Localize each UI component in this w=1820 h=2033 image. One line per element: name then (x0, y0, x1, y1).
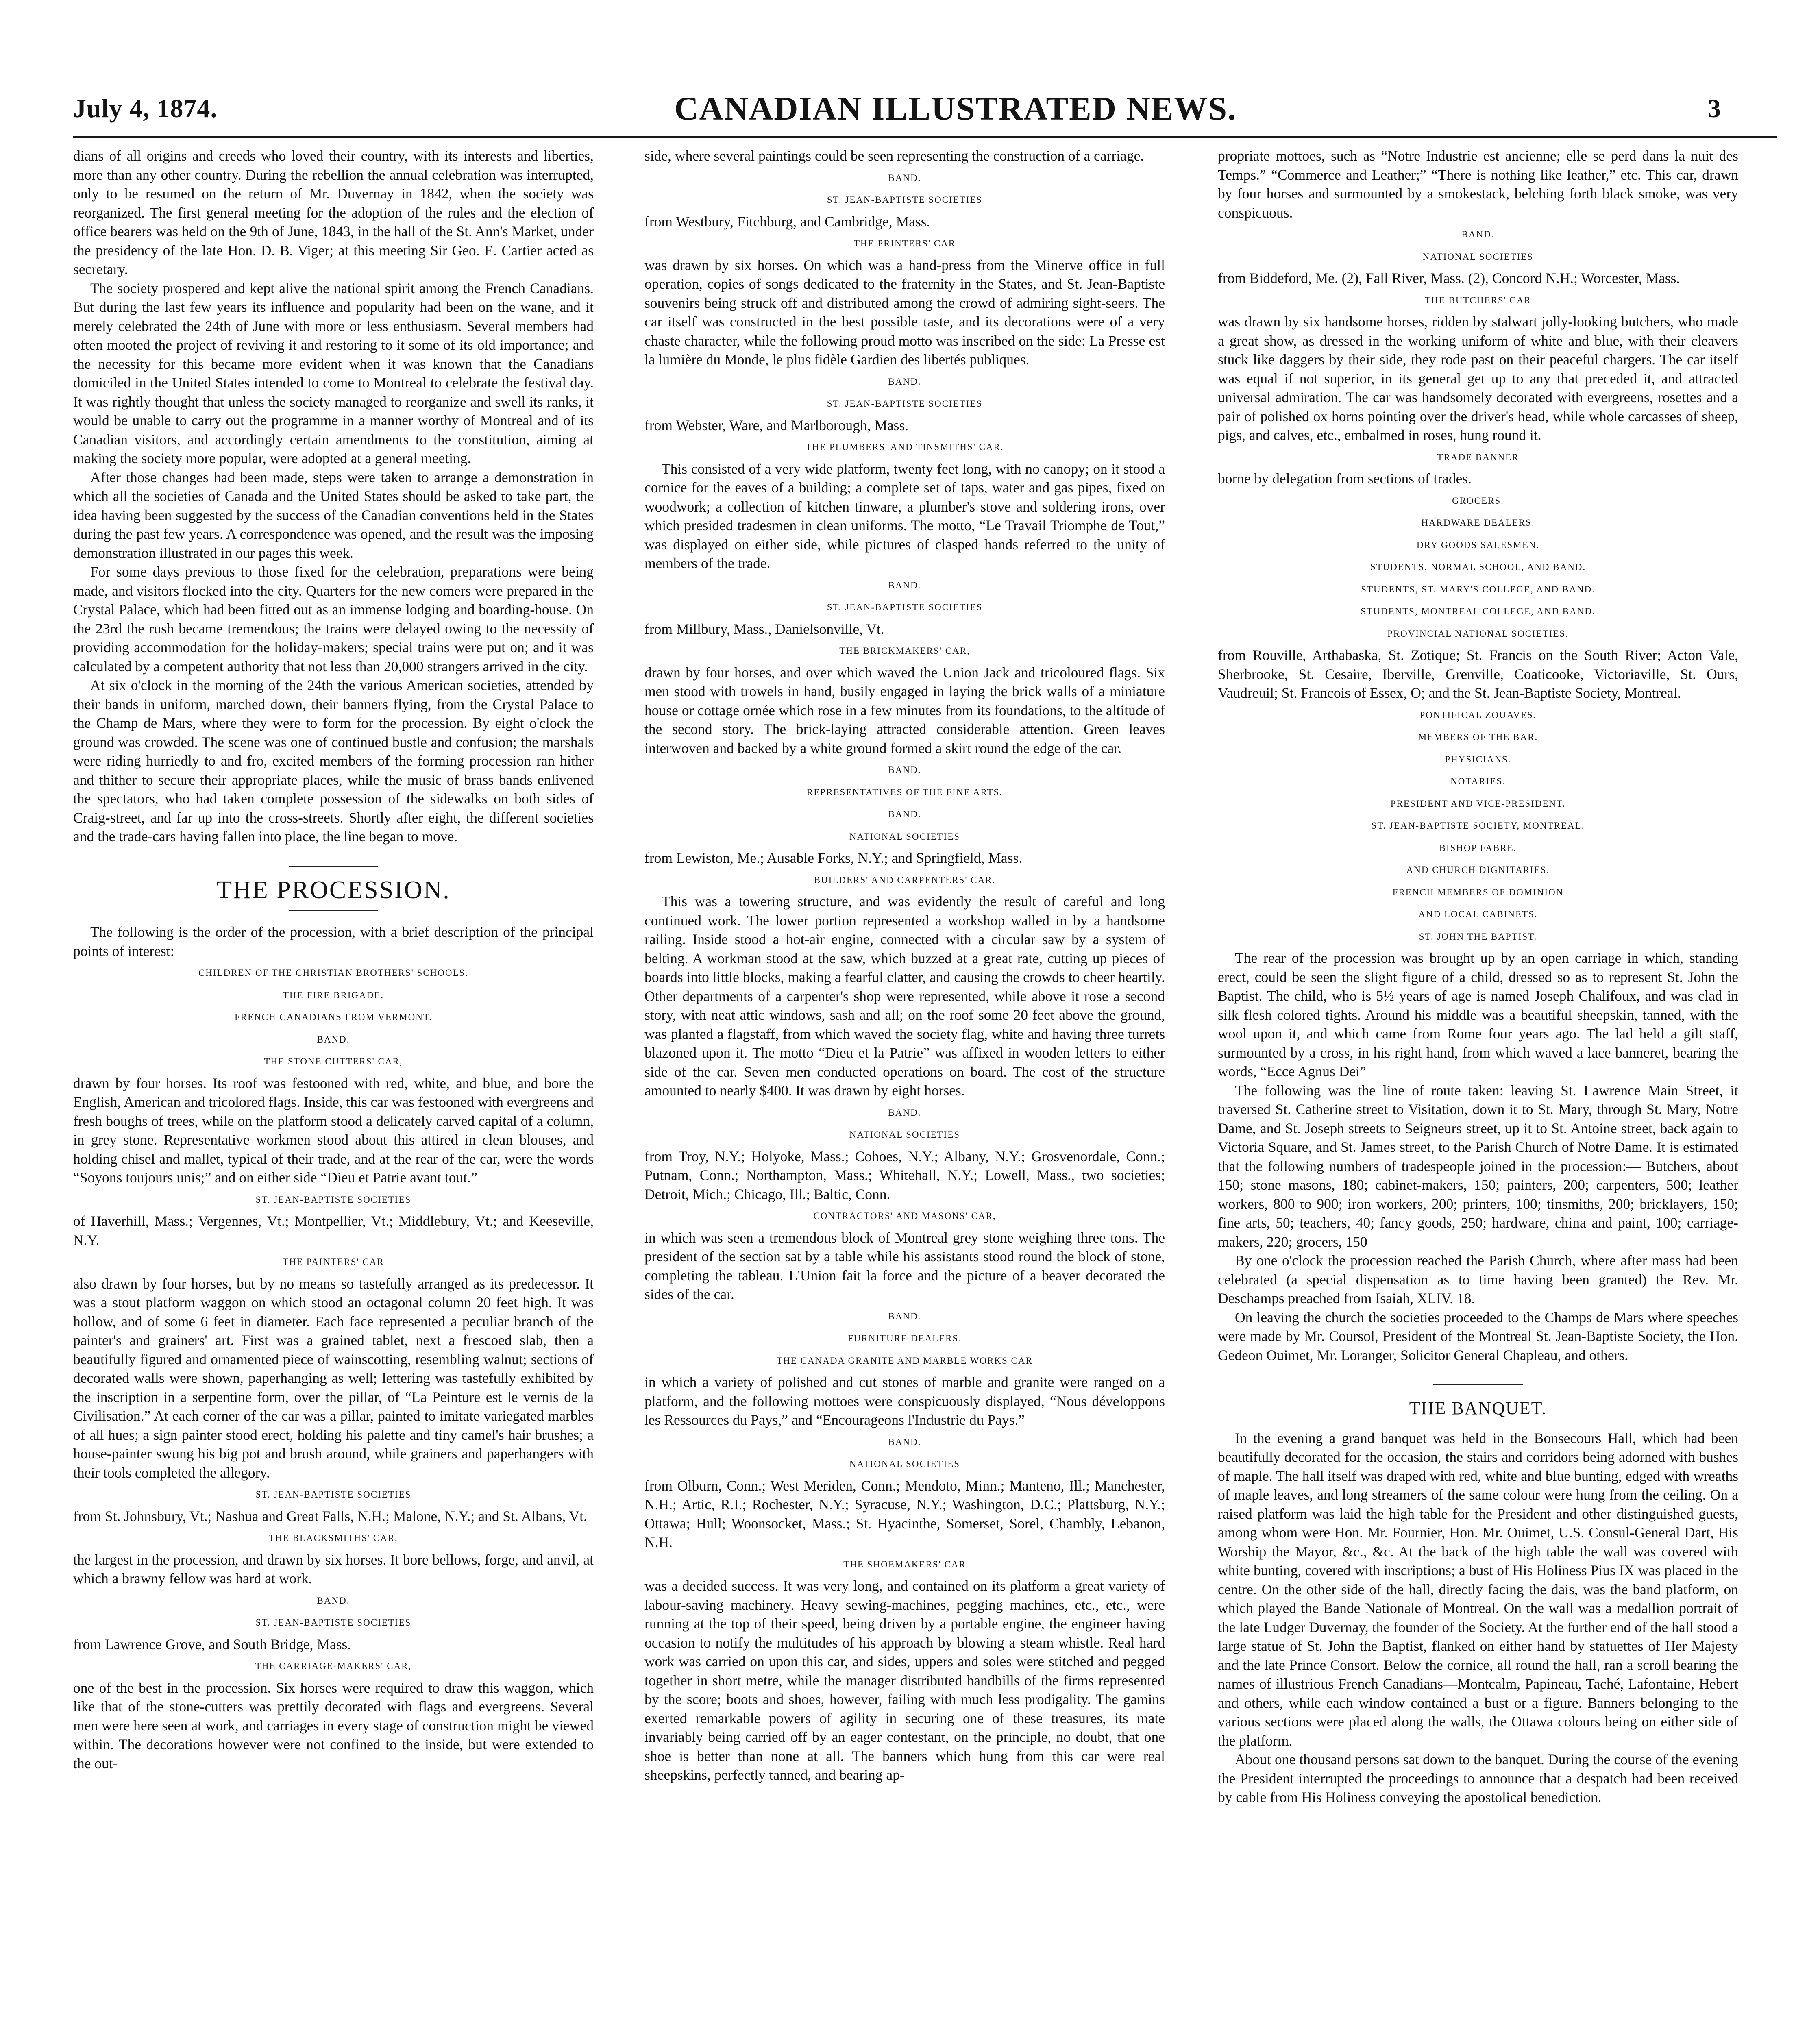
procession-heading: DRY GOODS SALESMEN. (1416, 540, 1540, 550)
procession-heading: BAND. (888, 376, 921, 387)
procession-heading: BAND. (888, 172, 921, 183)
procession-heading: THE PLUMBERS' AND TINSMITHS' CAR. (806, 442, 1004, 452)
procession-heading: ST. JEAN-BAPTISTE SOCIETIES (255, 1489, 411, 1500)
paragraph: from Lewiston, Me.; Ausable Forks, N.Y.; and Springfield, Mass. (644, 850, 1023, 866)
paragraph: from Rouville, Arthabaska, St. Zotique; St. Francis on the South River; Acton Vale, Sherbrooke, St. Cesaire, Iberville, Grenville, Coaticooke, Victoriaville, St. Ours, Vaudreuil; St. Francois of Essex, O; and the St. Jean-Baptiste Society, Montreal. (1218, 647, 1738, 701)
procession-heading: NATIONAL SOCIETIES (849, 1130, 960, 1140)
paragraph: from Biddeford, Me. (2), Fall River, Mass. (2), Concord N.H.; Worcester, Mass. (1218, 270, 1680, 286)
procession-heading: GROCERS. (1452, 495, 1504, 506)
procession-heading: BAND. (317, 1595, 350, 1606)
paragraph: from Webster, Ware, and Marlborough, Mass. (644, 417, 909, 433)
procession-heading: BAND. (888, 809, 921, 819)
procession-heading: TRADE BANNER (1437, 452, 1519, 462)
procession-heading: THE BLACKSMITHS' CAR, (269, 1533, 398, 1543)
procession-heading: NATIONAL SOCIETIES (1422, 251, 1534, 262)
procession-heading: AND LOCAL CABINETS. (1418, 909, 1538, 919)
procession-heading: FURNITURE DEALERS. (847, 1333, 962, 1343)
procession-heading: THE CANADA GRANITE AND MARBLE WORKS CAR (777, 1355, 1033, 1366)
paragraph: The following was the line of route taken: leaving St. Lawrence Main Street, it traversed St. Catherine street to Visitation, down it to St. Mary, through St. Mary, Notre Dame, and St. Joseph streets to Seigneurs street, up it to St. Antoine street, back again to Victoria Square, and St. James street, to the Parish Church of Notre Dame. It is estimated that the following numbers of tradespeople joined in the procession:— Butchers, about 150; stone masons, 180; cabinet-makers, 150; painters, 200; carpenters, 500; leather workers, 800 to 900; iron workers, 200; printers, 100; tinsmiths, 200; bricklayers, 150; fine arts, 50; teachers, 40; fancy goods, 250; hardware, china and paint, 100; carriage-makers, 220; grocers, 150 (1218, 1082, 1738, 1250)
paragraph: from Lawrence Grove, and South Bridge, Mass. (73, 1636, 351, 1652)
procession-heading: NATIONAL SOCIETIES (849, 831, 960, 842)
procession-heading: STUDENTS, NORMAL SCHOOL, AND BAND. (1370, 562, 1586, 572)
procession-heading: ST. JEAN-BAPTISTE SOCIETY, MONTREAL. (1371, 821, 1585, 831)
column-1 (73, 146, 594, 1773)
procession-heading: ST. JEAN-BAPTISTE SOCIETIES (827, 602, 983, 612)
procession-heading: ST. JEAN-BAPTISTE SOCIETIES (255, 1194, 411, 1205)
paragraph: By one o'clock the procession reached the Parish Church, where after mass had been celebrated (a special dispensation as to time having been granted) the Rev. Mr. Deschamps preached from Isaiah, XLIV. 18. (1218, 1252, 1738, 1306)
paragraph: About one thousand persons sat down to the banquet. During the course of the evening the President interrupted the proceedings to announce that a despatch had been received by cable from His Holiness conveying the apostolical benediction. (1218, 1751, 1738, 1805)
procession-heading: BAND. (888, 1437, 921, 1447)
column-2 (644, 146, 1165, 1785)
procession-heading: THE BUTCHERS' CAR (1425, 295, 1531, 305)
procession-heading: THE SHOEMAKERS' CAR (843, 1559, 966, 1569)
procession-heading: BAND. (317, 1034, 350, 1045)
paragraph: The rear of the procession was brought up by an open carriage in which, standing erect, could be seen the slight figure of a child, dressed so as to represent St. John the Baptist. The child, who is 5½ years of age is named Joseph Chalifoux, and was clad in silk flesh colored tights. Around his middle was a beautiful sheepskin, tanned, with the wool upon it, and which came from Rome four years ago. The lad held a gilt staff, surmounted by a cross, in his right hand, from which waved a lace banneret, bearing the words, “Ecce Agnus Dei” (1218, 950, 1738, 1080)
procession-heading: THE BRICKMAKERS' CAR, (839, 646, 970, 656)
procession-heading: ST. JOHN THE BAPTIST. (1419, 931, 1537, 942)
procession-heading: BAND. (888, 1107, 921, 1118)
procession-heading: BUILDERS' AND CARPENTERS' CAR. (814, 875, 996, 885)
procession-heading: THE FIRE BRIGADE. (283, 990, 384, 1000)
paragraph: After those changes had been made, steps were taken to arrange a demonstration in which all the societies of Canada and the United States should be asked to take part, the idea having been suggested by the success of the Canadian conventions held in the States during the past few years. A correspondence was opened, and the result was the imposing demonstration illustrated in our pages this week. (73, 469, 594, 561)
procession-heading: STUDENTS, MONTREAL COLLEGE, AND BAND. (1361, 606, 1596, 616)
paragraph: one of the best in the procession. Six horses were required to draw this waggon, which like that of the stone-cutters was prettily decorated with flags and evergreens. Several men were here seen at work, and carriages in every stage of construction might be viewed within. The decorations however were not confined to the inside, but were extended to the out- (73, 1679, 594, 1772)
paragraph: the largest in the procession, and drawn by six horses. It bore bellows, forge, and anvil, at which a brawny fellow was hard at work. (73, 1551, 594, 1587)
procession-heading: PRESIDENT AND VICE-PRESIDENT. (1390, 798, 1566, 809)
procession-heading: BAND. (888, 1311, 921, 1321)
paragraph: The following is the order of the procession, with a brief description of the principal points of interest: (73, 924, 594, 959)
procession-heading: BISHOP FABRE, (1439, 842, 1517, 853)
procession-heading: REPRESENTATIVES OF THE FINE ARTS. (806, 787, 1003, 797)
paragraph: drawn by four horses. Its roof was festooned with red, white, and blue, and bore the English, American and tricolored flags. Inside, this car was festooned with evergreens and fresh boughs of trees, while on the platform stood a delicately carved capital of a column, in grey stone. Representative workmen stood about this attired in clean blouses, and holding chisel and mallet, typical of their trade, and at the rear of the car, were the words “Soyons toujours unis;” and on either side “Dieu et Patrie avant tout.” (73, 1075, 594, 1186)
paragraph: side, where several paintings could be seen representing the construction of a carriage. (644, 148, 1144, 164)
paragraph: drawn by four horses, and over which waved the Union Jack and tricoloured flags. Six men stood with trowels in hand, busily engaged in laying the brick walls of a miniature house or cottage ornée which rose in a few minutes from its foundations, to the altitude of the second story. The brick-laying attracted considerable attention. Green leaves interwoven and backed by a white ground formed a skirt round the edge of the car. (644, 664, 1165, 756)
procession-heading: THE PAINTERS' CAR (283, 1257, 384, 1267)
section-rule (1433, 1384, 1523, 1385)
paragraph: was drawn by six horses. On which was a hand-press from the Minerve office in full operation, copies of songs dedicated to the fraternity in the States, and St. Jean-Baptiste souvenirs being struck off and distributed among the crowd of admiring sight-seers. The car itself was constructed in the best possible taste, and its decorations were of a very chaste character, while the following proud motto was inscribed on the side: La Presse est la lumière du Monde, le plus fidèle Gardien des libertés publiques. (644, 257, 1165, 368)
paragraph: On leaving the church the societies proceeded to the Champs de Mars where speeches were made by Mr. Coursol, President of the Montreal St. Jean-Baptiste Society, the Hon. Gedeon Ouimet, Mr. Loranger, Solicitor General Chapleau, and others. (1218, 1309, 1738, 1363)
paragraph: of Haverhill, Mass.; Vergennes, Vt.; Montpellier, Vt.; Middlebury, Vt.; and Keeseville, N.Y. (73, 1213, 594, 1248)
procession-heading: FRENCH MEMBERS OF DOMINION (1392, 887, 1564, 897)
paragraph: from Olburn, Conn.; West Meriden, Conn.; Mendoto, Minn.; Manteno, Ill.; Manchester, N.H.; Artic, R.I.; Rochester, N.Y.; Syracuse, N.Y.; Washington, D.C.; Plattsburg, N.Y.; Ottawa; Hull; Woonsocket, Mass.; St. Hyacinthe, Somerset, Sorel, Chambly, Lebanon, N.H. (644, 1477, 1165, 1550)
paragraph: from Troy, N.Y.; Holyoke, Mass.; Cohoes, N.Y.; Albany, N.Y.; Grosvenordale, Conn.; Putnam, Conn.; Northampton, Mass.; Whitehall, N.Y.; Lowell, Mass., two societies; Detroit, Mich.; Chicago, Ill.; Baltic, Conn. (644, 1148, 1165, 1202)
paragraph: also drawn by four horses, but by no means so tastefully arranged as its predecessor. It was a stout platform waggon on which stood an octagonal column 20 feet high. It was hollow, and of some 6 feet in diameter. Each face represented a peculiar branch of the painter's and grainers' art. First was a grained tablet, next a frescoed slab, then a beautifully figured and ornamented piece of wainscotting, resembling walnut; sections of decorated walls were shown, paperhanging as well; lettering was tastefully exhibited by the inscription in a serpentine form, over the pillar, of “La Peinture est le vernis de la Civilisation.” At each corner of the car was a pillar, painted to imitate variegated marbles of all hues; a sign painter stood erect, holding his palette and tiny camel's hair brushes; a house-painter swung his big pot and brush around, while grainers and paperhangers with their tools completed the allegory. (73, 1275, 594, 1481)
procession-heading: CONTRACTORS' AND MASONS' CAR, (813, 1211, 996, 1221)
procession-heading: NATIONAL SOCIETIES (849, 1459, 960, 1469)
procession-heading: ST. JEAN-BAPTISTE SOCIETIES (827, 398, 983, 409)
paragraph: in which a variety of polished and cut stones of marble and granite were ranged on a platform, and the following mottoes were conspicuously displayed, “Nous développons les Ressources du Pays,” and “Encourageons l'Industrie du Pays.” (644, 1374, 1165, 1428)
paragraph: from Westbury, Fitchburg, and Cambridge, Mass. (644, 213, 930, 230)
procession-heading: STUDENTS, ST. MARY'S COLLEGE, AND BAND. (1361, 584, 1595, 594)
procession-heading: PONTIFICAL ZOUAVES. (1419, 710, 1537, 720)
paragraph: from St. Johnsbury, Vt.; Nashua and Great Falls, N.H.; Malone, N.Y.; and St. Albans, Vt. (73, 1508, 587, 1524)
section-rule (289, 910, 378, 911)
procession-heading: FRENCH CANADIANS FROM VERMONT. (235, 1012, 432, 1022)
page-number: 3 (1708, 94, 1721, 123)
procession-heading: HARDWARE DEALERS. (1421, 518, 1535, 528)
section-rule (289, 866, 378, 867)
paragraph: borne by delegation from sections of trades. (1218, 470, 1472, 487)
paragraph: dians of all origins and creeds who loved their country, with its interests and liberties, more than any other country. During the rebellion the annual celebration was interrupted, only to be resumed on the return of Mr. Duvernay in 1842, when the society was reorganized. The first general meeting for the adoption of the rules and the election of office bearers was held on the 9th of June, 1843, in the hall of the St. Ann's Market, under the presidency of the late Hon. D. B. Viger; at this meeting Sir Geo. E. Cartier acted as secretary. (73, 148, 594, 277)
issue-date: July 4, 1874. (73, 94, 218, 123)
procession-heading: NOTARIES. (1450, 776, 1506, 786)
paragraph: in which was seen a tremendous block of Montreal grey stone weighing three tons. The president of the section sat by a table while his assistants stood round the block of stone, completing the tableau. L'Union fait la force and the picture of a beaver decorated the sides of the car. (644, 1229, 1165, 1302)
paragraph: propriate mottoes, such as “Notre Industrie est ancienne; elle se perd dans la nuit des Temps.” “Commerce and Leather;” “There is nothing like leather,” etc. This car, drawn by four horses and surmounted by a smokestack, belching forth black smoke, was very conspicuous. (1218, 148, 1738, 221)
header-rule (73, 136, 1777, 138)
procession-heading: PROVINCIAL NATIONAL SOCIETIES, (1387, 628, 1569, 639)
procession-heading: PHYSICIANS. (1445, 754, 1511, 764)
procession-heading: THE STONE CUTTERS' CAR, (264, 1056, 403, 1067)
paragraph: In the evening a grand banquet was held in the Bonsecours Hall, which had been beautifully decorated for the occasion, the stairs and corridors being adorned with bushes of maple. The hall itself was draped with red, white and blue bunting, edged with wreaths of maple leaves, and long streamers of the same colour were hung from the ceiling. On a raised platform was laid the high table for the President and other distinguished guests, among whom were Hon. Mr. Fournier, Hon. Mr. Ouimet, U.S. Consul-General Dart, His Worship the Mayor, &c., &c. At the back of the high table the wall was covered with white bunting, covered with inscriptions; a bust of His Holiness Pius IX was placed in the centre. On the other side of the hall, directly facing the dais, was the band platform, on which played the Bande Nationale of Montreal. On the wall was a medallion portrait of the late Ludger Duvernay, the founder of the Society. At the further end of the hall stood a large statue of St. John the Baptist, flanked on either hand by statuettes of Her Majesty and the late Prince Consort. Below the cornice, all round the hall, ran a scroll bearing the names of illustrious French Canadians—Montcalm, Papineau, Taché, Lafontaine, Hebert and others, while each window contained a bust or a figure. Banners belonging to the various sections were placed along the walls, the Ottawa colours being on either side of the platform. (1218, 1430, 1738, 1749)
procession-heading: AND CHURCH DIGNITARIES. (1406, 865, 1550, 875)
procession-heading: BAND. (888, 765, 921, 775)
paragraph: was a decided success. It was very long, and contained on its platform a great variety of labour-saving machinery. Heavy sewing-machines, pegging machines, etc., etc., were running at the top of their speed, being driven by a portable engine, the engineer having occasion to notify the multitudes of his approach by blowing a steam whistle. Real hard work was carried on upon this car, and sides, uppers and soles were stitched and pegged together in short metre, while the manager distributed handbills of the firms represented by the score; boots and shoes, however, failing with much less prodigality. The gamins exerted remarkable powers of agility in securing one of these treasures, its mate invariably being carried off by an eager contestant, on the principle, no doubt, that one shoe is better than none at all. The banners which hung from this car were real sheepskins, perfectly tanned, and bearing ap- (644, 1578, 1165, 1783)
procession-heading: MEMBERS OF THE BAR. (1418, 732, 1538, 742)
paragraph: from Millbury, Mass., Danielsonville, Vt. (644, 620, 884, 637)
procession-heading: THE PRINTERS' CAR (853, 238, 956, 248)
paragraph: The society prospered and kept alive the national spirit among the French Canadians. But during the last few years its influence and popularity had been on the wane, and it merely celebrated the 24th of June with more or less enthusiasm. Several members had often mooted the project of reviving it and restoring to it some of its old importance; and the necessity for this became more evident when it was known that the Canadians domiciled in the United States intended to come to Montreal to celebrate the festival day. It was rightly thought that unless the society managed to reorganize and swell its ranks, it would be unable to carry out the programme in a manner worthy of Montreal and of its Canadian visitors, and accordingly certain amendments to the constitution, aiming at making the society more popular, were adopted at a general meeting. (73, 280, 594, 466)
paragraph: This was a towering structure, and was evidently the result of careful and long continued work. The lower portion represented a workshop walled in by a handsome railing. Inside stood a hot-air engine, connected with a circular saw by a system of belting. A workman stood at the saw, which buzzed at a great rate, cutting up pieces of boards into little blocks, making a fearful clatter, and causing the crowds to cheer heartily. Other departments of a carpenter's shop were represented, while above it rose a second story, with neat attic windows, sash and all; on the roof some 20 feet above the ground, was planted a flagstaff, from which waved the society flag, white and having three turrets blazoned upon it. The motto “Dieu et la Patrie” was affixed in wooden letters to either side of the car. Seven men conducted operations on board. The cost of the structure amounted to nearly $400. It was drawn by eight horses. (644, 893, 1165, 1099)
procession-heading: BAND. (1461, 229, 1495, 239)
procession-heading: ST. JEAN-BAPTISTE SOCIETIES (255, 1617, 411, 1628)
paragraph: This consisted of a very wide platform, twenty feet long, with no canopy; on it stood a cornice for the eaves of a building; a complete set of taps, water and gas pipes, fixed on woodwork; a collection of kitchen tinware, a plumber's stove and soldering irons, over which presided tradesmen in clean uniforms. The motto, “Le Travail Triomphe de Tout,” was displayed on either side, while pictures of clasped hands referred to the unity of members of the trade. (644, 460, 1165, 571)
paragraph: was drawn by six handsome horses, ridden by stalwart jolly-looking butchers, who made a great show, as dressed in the working uniform of white and blue, with their cleavers stuck like daggers by their side, they rode past on their peaceful chargers. The car itself was equal if not superior, in its general get up to any that preceded it, and attracted universal admiration. The car was handsomely decorated with evergreens, rosettes and a pair of polished ox horns pointing over the driver's head, while whole carcasses of sheep, pigs, and calves, etc., embalmed in roses, hung round it. (1218, 313, 1738, 443)
column-3 (1218, 146, 1738, 1807)
procession-heading: CHILDREN OF THE CHRISTIAN BROTHERS' SCHOOLS. (198, 968, 469, 978)
paragraph: For some days previous to those fixed for the celebration, preparations were being made, and visitors flocked into the city. Quarters for the new comers were prepared in the Crystal Palace, which had been fitted out as an immense lodging and boarding-house. On the 23rd the rush became tremendous; the trains were delayed owing to the necessity of providing accommodation for the holiday-makers; special trains were put on; and it was calculated by a competent authority that not less than 20,000 strangers arrived in the city. (73, 564, 594, 675)
section-title-banquet: THE BANQUET. (1409, 1398, 1547, 1418)
paragraph: At six o'clock in the morning of the 24th the various American societies, attended by their bands in uniform, marched down, their banners flying, from the Crystal Palace to the Champ de Mars, where they were to form for the procession. By eight o'clock the ground was crowded. The scene was one of continued bustle and confusion; the marshals were riding hurriedly to and fro, excited members of the forming procession ran hither and thither to secure their appropriate places, while the music of brass bands enlivened the spectators, who had taken complete possession of the sidewalks on both sides of Craig-street, and far up into the cross-streets. Shortly after eight, the different societies and the trade-cars having fallen into place, the line began to move. (73, 677, 594, 845)
section-title-procession: THE PROCESSION. (216, 876, 451, 904)
procession-heading: THE CARRIAGE-MAKERS' CAR, (255, 1661, 412, 1671)
masthead-title: CANADIAN ILLUSTRATED NEWS. (674, 90, 1237, 127)
procession-heading: BAND. (888, 580, 921, 590)
procession-heading: ST. JEAN-BAPTISTE SOCIETIES (827, 195, 983, 205)
